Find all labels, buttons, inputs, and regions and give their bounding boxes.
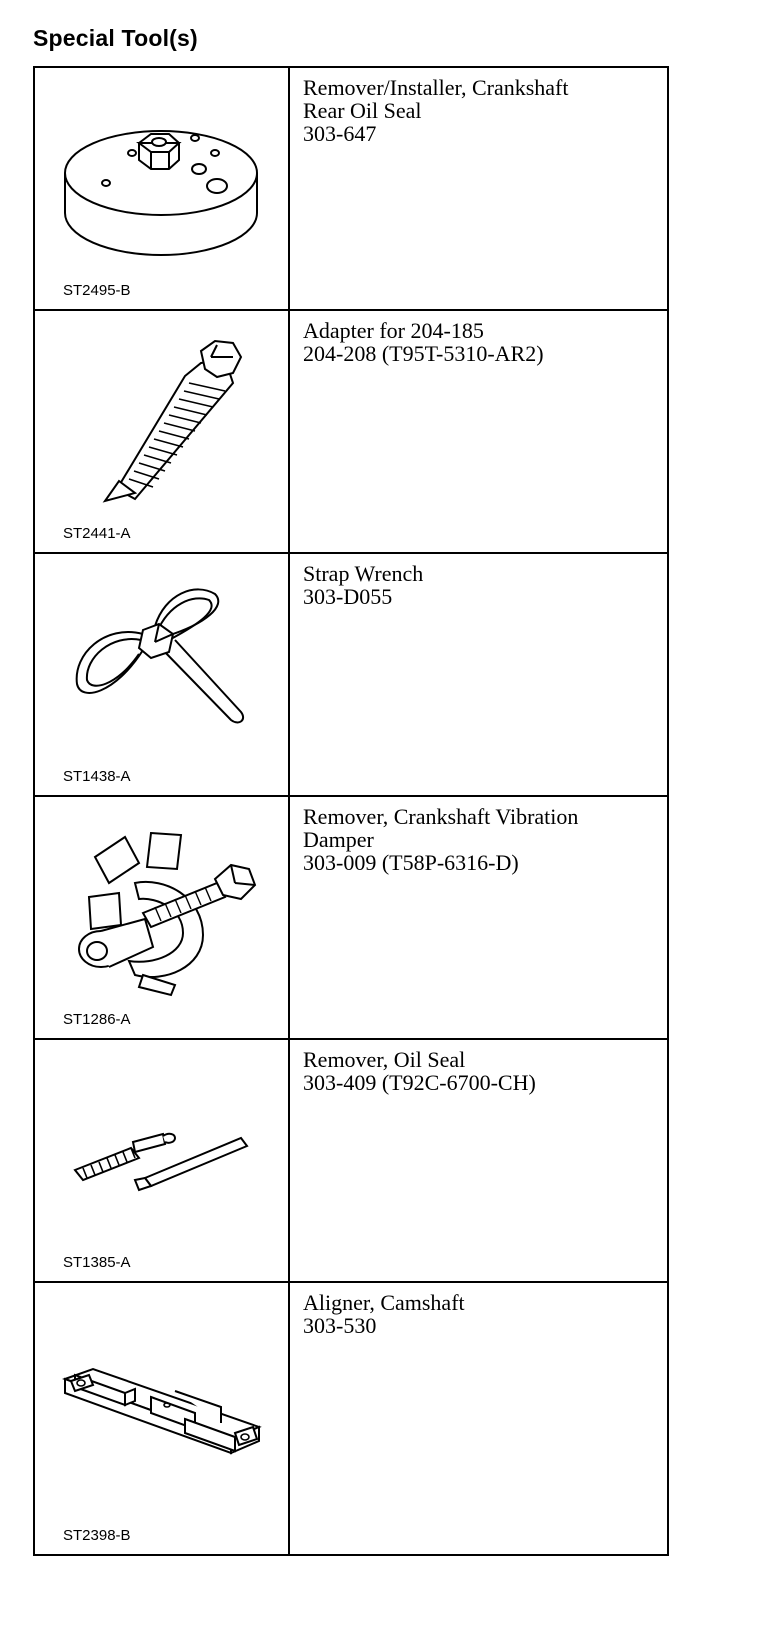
oil-seal-remover-illustration [35, 1040, 288, 1240]
camshaft-aligner-illustration [35, 1283, 288, 1483]
tool-description-line: Remover, Crankshaft Vibration [303, 804, 579, 829]
table-row [35, 311, 667, 554]
table-row [35, 797, 667, 1040]
tool-image-cell [35, 68, 290, 309]
tool-description [303, 562, 659, 608]
tool-description [303, 319, 659, 365]
tool-description-line: 303-009 (T58P-6316-D) [303, 850, 519, 875]
tool-description [303, 1291, 659, 1337]
tool-image-cell [35, 311, 290, 552]
damper-remover-illustration [35, 797, 288, 997]
tool-description-line: Damper [303, 827, 374, 852]
tool-code: ST2398-B [63, 1527, 131, 1544]
table-row [35, 1283, 667, 1554]
tool-description-line: Remover, Oil Seal [303, 1047, 466, 1072]
tool-image-cell [35, 797, 290, 1038]
tool-code: ST2441-A [63, 525, 131, 542]
tool-description-line: Aligner, Camshaft [303, 1290, 465, 1315]
tool-description-line: 303-647 [303, 121, 377, 146]
threaded-adapter-illustration [35, 311, 288, 511]
tool-code: ST1385-A [63, 1254, 131, 1271]
tool-code: ST1286-A [63, 1011, 131, 1028]
tool-description [303, 1048, 659, 1094]
tool-image-cell [35, 1040, 290, 1281]
seal-remover-installer-illustration [35, 68, 288, 268]
table-row [35, 554, 667, 797]
tool-description-line: 204-208 (T95T-5310-AR2) [303, 341, 544, 366]
tool-description-line: Adapter for 204-185 [303, 318, 484, 343]
tool-description [303, 805, 659, 874]
tool-description-line: 303-D055 [303, 584, 393, 609]
tool-description-line: 303-409 (T92C-6700-CH) [303, 1070, 536, 1095]
tool-description-line: Strap Wrench [303, 561, 424, 586]
tool-description-line: Rear Oil Seal [303, 98, 422, 123]
tool-image-cell [35, 1283, 290, 1554]
tool-description [303, 76, 659, 145]
table-row [35, 68, 667, 311]
special-tools-table [33, 66, 669, 1556]
tool-image-cell [35, 554, 290, 795]
tool-description-line: 303-530 [303, 1313, 377, 1338]
tool-description-line: Remover/Installer, Crankshaft [303, 75, 569, 100]
tool-code: ST2495-B [63, 282, 131, 299]
tool-code: ST1438-A [63, 768, 131, 785]
page-title: Special Tool(s) [33, 25, 198, 51]
strap-wrench-illustration [35, 554, 288, 754]
table-row [35, 1040, 667, 1283]
